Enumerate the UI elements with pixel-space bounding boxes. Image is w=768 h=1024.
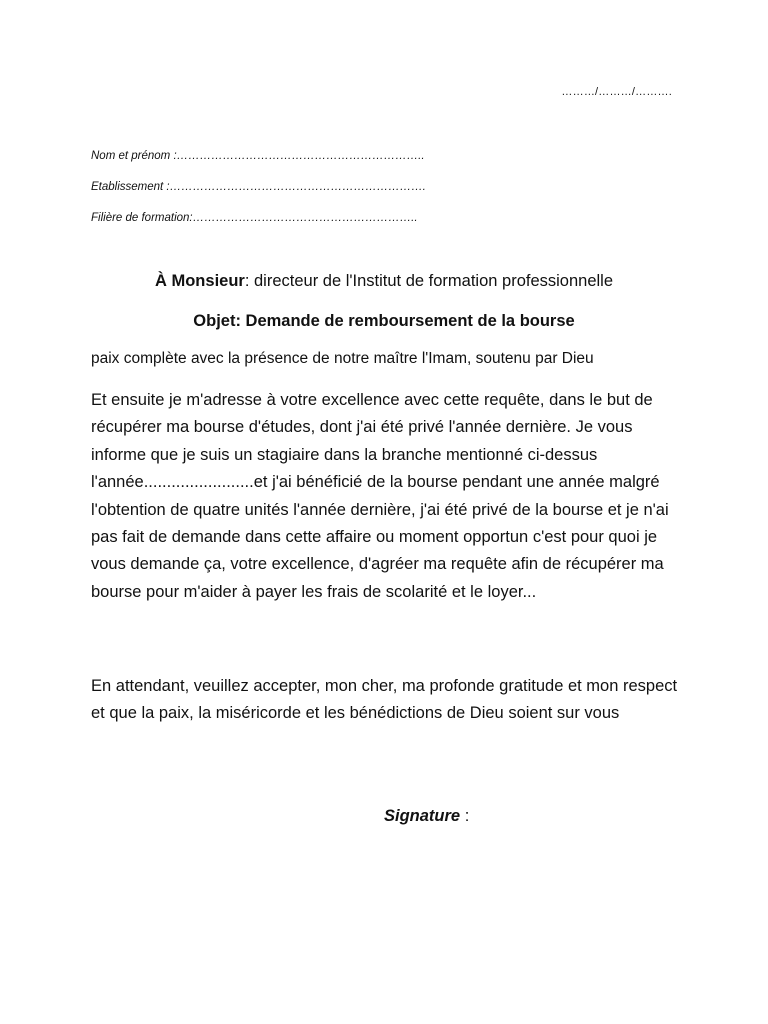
body-paragraph-closing: En attendant, veuillez accepter, mon cher, ma profonde gratitude et mon respect et que la paix, la miséricorde et les bénédictions de Dieu soient sur vous	[91, 677, 678, 723]
signature-colon: :	[460, 807, 470, 825]
recipient-title: À Monsieur	[154, 272, 245, 290]
training-field: Filière de formation:…………………………………………………..	[91, 212, 418, 224]
signature-label: Signature	[384, 807, 461, 825]
signature-line	[384, 807, 469, 826]
subject-line: Objet: Demande de remboursement de la bourse	[193, 312, 575, 330]
name-field: Nom et prénom :………………………………………………………..	[91, 150, 425, 162]
date-placeholder: ………/………/……….	[561, 86, 672, 98]
body-paragraph-request: Et ensuite je m'adresse à votre excellence avec cette requête, dans le but de récupérer ma bourse d'études, dont j'ai été privé l'année dernière. Je vous informe que je suis un stagiaire dans la branche mentionné ci-dessus l'année........................et j'ai bénéficié de la bourse pendant une année malgré l'obtention de quatre unités l'année dernière, j'ai été privé de la bourse et je n'ai pas fait de demande dans cette affaire ou moment opportun c'est pour quoi je vous demande ça, votre excellence, d'agréer ma requête afin de récupérer ma bourse pour m'aider à payer les frais de scolarité et le loyer...	[91, 391, 669, 601]
recipient-description: : directeur de l'Institut de formation professionnelle	[244, 272, 614, 290]
greeting-line: paix complète avec la présence de notre maître l'Imam, soutenu par Dieu	[91, 350, 594, 367]
sender-info-fields	[91, 147, 426, 240]
recipient-line	[0, 272, 768, 291]
establishment-field: Etablissement :………………………………………………………….	[91, 181, 426, 193]
